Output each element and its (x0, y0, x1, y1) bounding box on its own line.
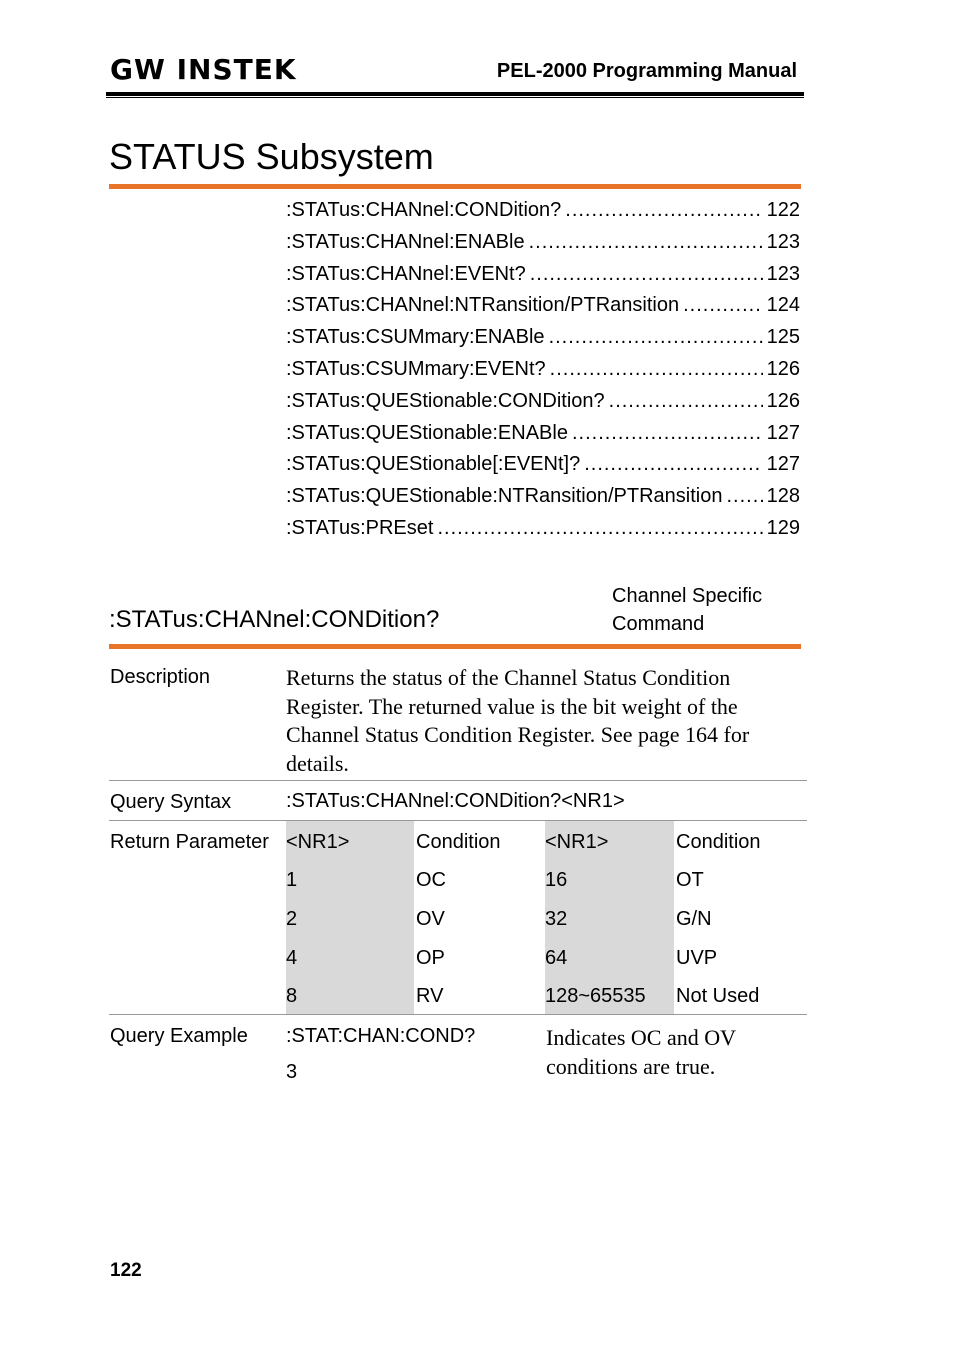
toc-item-page: 123 (766, 230, 800, 253)
toc-item[interactable] (286, 422, 800, 454)
header-rule-thin (106, 97, 804, 98)
toc-item-page: 123 (766, 262, 800, 285)
toc-item-text: :STATus:CSUMmary:EVENt? (286, 357, 546, 380)
toc-item-page: 124 (766, 294, 800, 317)
manual-title: PEL-2000 Programming Manual (496, 60, 797, 82)
toc-item-text: :STATus:CHANnel:EVENt? (286, 262, 526, 285)
query-example-code: :STAT:CHAN:COND? (286, 1025, 476, 1047)
table-cell: 128~65535 (545, 985, 646, 1007)
toc-item-page: 127 (766, 453, 800, 476)
toc-item[interactable] (286, 231, 800, 263)
toc-item-text: :STATus:QUEStionable[:EVENt]? (286, 453, 581, 476)
toc-item-page: 126 (766, 357, 800, 380)
toc-item-text: :STATus:QUEStionable:ENABle (286, 421, 568, 444)
toc-leader (572, 422, 763, 445)
table-header: <NR1> (545, 831, 609, 853)
toc-item-page: 122 (766, 199, 800, 221)
toc-leader (609, 390, 763, 413)
toc-item-page: 128 (766, 485, 800, 508)
table-header: Condition (676, 831, 761, 853)
toc-item[interactable] (286, 390, 800, 422)
command-title: :STATus:CHANnel:CONDition? (109, 606, 440, 633)
toc-item-text: :STATus:CHANnel:NTRansition/PTRansition (286, 294, 680, 317)
table-header: Condition (416, 831, 501, 853)
description-text: Returns the status of the Channel Status Condition Register. The returned value is the bit weight of the Channel Status Condition Register. See page 164 for details. (286, 665, 750, 776)
row-divider (109, 820, 807, 821)
toc-leader (683, 294, 763, 317)
description-label: Description (110, 666, 211, 688)
page-number: 122 (110, 1260, 142, 1281)
row-divider (109, 1014, 807, 1015)
toc-item[interactable] (286, 199, 800, 231)
section-title-rule (109, 184, 801, 189)
toc-leader (726, 485, 762, 508)
toc-item-text: :STATus:CSUMmary:ENABle (286, 326, 545, 349)
toc-item-page: 127 (766, 421, 800, 444)
table-cell: G/N (676, 908, 712, 930)
gw-instek-logo: GW INSTEK (110, 53, 297, 86)
query-syntax-label: Query Syntax (110, 791, 232, 813)
toc-item[interactable] (286, 517, 800, 549)
toc-list (286, 199, 800, 549)
table-header: <NR1> (286, 831, 350, 853)
table-cell: OV (416, 908, 445, 930)
toc-leader (565, 199, 762, 222)
toc-item-text: :STATus:QUEStionable:CONDition? (286, 389, 605, 412)
toc-item-page: 126 (766, 389, 800, 412)
table-cell: 64 (545, 947, 568, 969)
toc-item-text: :STATus:PREset (286, 516, 434, 539)
query-example-description: Indicates OC and OV conditions are true. (546, 1025, 736, 1079)
table-cell: 4 (286, 947, 298, 969)
table-cell: Not Used (676, 985, 760, 1007)
table-cell: UVP (676, 947, 718, 969)
table-cell: 16 (545, 869, 568, 891)
command-title-rule (109, 644, 801, 649)
toc-item[interactable] (286, 263, 800, 295)
toc-leader (550, 358, 763, 381)
table-cell: 32 (545, 908, 568, 930)
table-cell: 2 (286, 908, 298, 930)
toc-leader (549, 326, 763, 349)
table-cell: 1 (286, 869, 298, 891)
toc-item-page: 125 (766, 326, 800, 349)
query-example-label: Query Example (110, 1025, 248, 1047)
table-cell: OT (676, 869, 704, 891)
section-title: STATUS Subsystem (109, 136, 434, 177)
toc-item[interactable] (286, 453, 800, 485)
row-divider (109, 780, 807, 781)
toc-item-text: :STATus:CHANnel:CONDition? (286, 199, 562, 221)
query-syntax: :STATus:CHANnel:CONDition?<NR1> (286, 790, 625, 812)
toc-leader (584, 453, 762, 476)
toc-leader (529, 231, 763, 254)
toc-item[interactable] (286, 358, 800, 390)
toc-item[interactable] (286, 485, 800, 517)
toc-leader (530, 263, 763, 286)
table-cell: RV (416, 985, 444, 1007)
toc-item-text: :STATus:QUEStionable:NTRansition/PTRansition (286, 485, 723, 508)
toc-item[interactable] (286, 326, 800, 358)
toc-item-page: 129 (766, 516, 800, 539)
toc-leader (437, 517, 762, 540)
toc-item-text: :STATus:CHANnel:ENABle (286, 230, 525, 253)
table-cell: OC (416, 869, 446, 891)
table-cell: OP (416, 947, 445, 969)
header-rule (106, 92, 804, 96)
query-example-response: 3 (286, 1061, 298, 1083)
command-type-line1: Channel Specific (612, 585, 763, 607)
return-parameter-label: Return Parameter (110, 831, 269, 853)
command-type-line2: Command (612, 613, 705, 635)
command-type (612, 582, 762, 638)
table-cell: 8 (286, 985, 298, 1007)
toc-item[interactable] (286, 294, 800, 326)
